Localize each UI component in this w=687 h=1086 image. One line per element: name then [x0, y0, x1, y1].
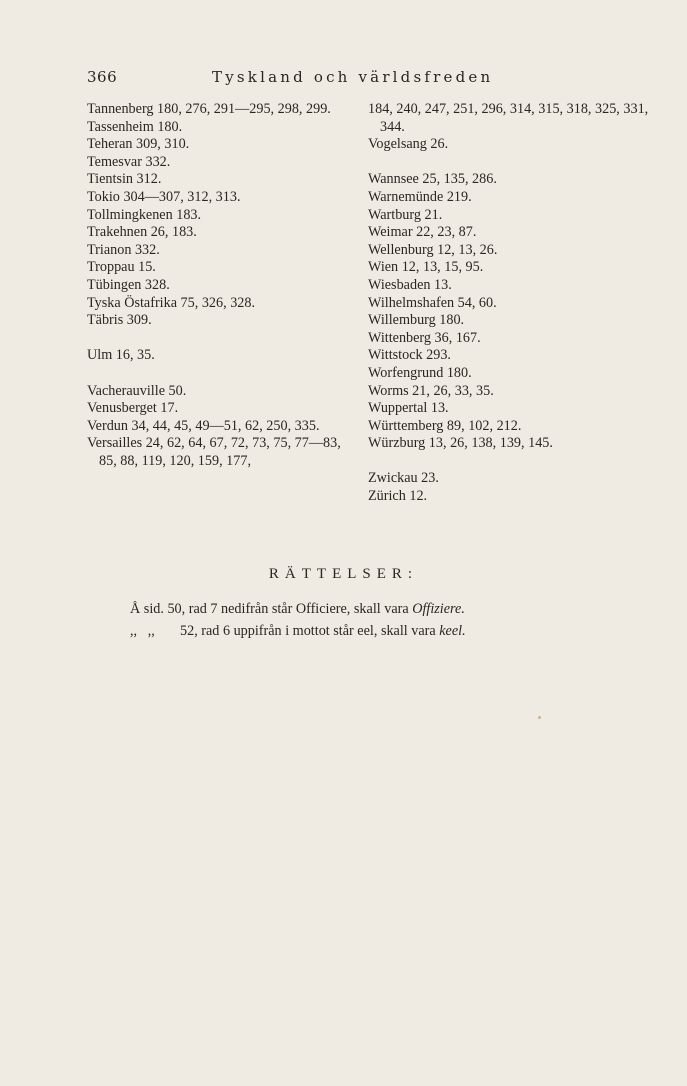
errata-heading: RÄTTELSER: — [268, 566, 419, 582]
index-entry: Verdun 34, 44, 45, 49—51, 62, 250, 335. — [87, 417, 320, 434]
index-entry: Zwickau 23. — [368, 470, 439, 487]
index-entry: Wilhelmshafen 54, 60. — [368, 294, 497, 311]
index-entry: Würzburg 13, 26, 138, 139, 145. — [368, 435, 553, 452]
index-entry: Tokio 304—307, 312, 313. — [87, 188, 241, 205]
entry-gap — [87, 330, 357, 348]
index-entry: Wien 12, 13, 15, 95. — [368, 259, 484, 276]
index-entry: Vacherauville 50. — [87, 382, 187, 399]
index-entry: Württemberg 89, 102, 212. — [368, 417, 522, 434]
errata-list — [130, 598, 466, 642]
index-entry: Zürich 12. — [368, 488, 428, 505]
index-entry: Wittstock 293. — [368, 347, 451, 364]
index-entry: Tyska Östafrika 75, 326, 328. — [87, 294, 256, 311]
index-entry: Willemburg 180. — [368, 312, 465, 329]
index-column-left — [87, 101, 357, 470]
index-entry: Wuppertal 13. — [368, 400, 449, 417]
index-entry: Weimar 22, 23, 87. — [368, 224, 477, 241]
index-entry: Wellenburg 12, 13, 26. — [368, 241, 498, 258]
index-entry: Warnemünde 219. — [368, 188, 472, 205]
index-entry: Worms 21, 26, 33, 35. — [368, 382, 494, 399]
index-entry: Venusberget 17. — [87, 400, 179, 417]
entry-gap — [87, 365, 357, 383]
index-entry: Tassenheim 180. — [87, 118, 183, 135]
index-entry: Wannsee 25, 135, 286. — [368, 171, 497, 188]
index-entry: 184, 240, 247, 251, 296, 314, 315, 318, 325, 331, 344. — [368, 101, 652, 135]
errata-line-2-ditto: ,, ,, — [130, 623, 155, 639]
index-column-right — [368, 101, 668, 506]
errata-line-2-text: 52, rad 6 uppifrån i mottot står eel, skall vara — [180, 623, 440, 639]
errata-line-2-correction: keel. — [439, 623, 466, 639]
index-entry: Versailles 24, 62, 64, 67, 72, 73, 75, 77—83, 85, 88, 119, 120, 159, 177, — [87, 435, 345, 469]
index-entry: Wiesbaden 13. — [368, 276, 452, 293]
errata-line-1 — [130, 598, 466, 620]
errata-line-1-correction: Offiziere. — [412, 601, 465, 617]
index-entry: Trakehnen 26, 183. — [87, 224, 197, 241]
index-entry: Vogelsang 26. — [368, 136, 449, 153]
index-entry: Tollmingkenen 183. — [87, 206, 202, 223]
index-entry: Troppau 15. — [87, 259, 156, 276]
page-number: 366 — [87, 68, 118, 86]
paper-stain — [538, 716, 541, 719]
index-entry: Tientsin 312. — [87, 171, 162, 188]
index-entry: Täbris 309. — [87, 312, 152, 329]
running-title: Tyskland och världsfreden — [212, 68, 494, 86]
index-entry: Worfengrund 180. — [368, 364, 472, 381]
index-entry: Wartburg 21. — [368, 206, 443, 223]
errata-line-1-text: Å sid. 50, rad 7 nedifrån står Officiere, skall vara — [130, 601, 413, 617]
index-entry: Wittenberg 36, 167. — [368, 329, 481, 346]
index-entry: Teheran 309, 310. — [87, 136, 190, 153]
entry-gap — [368, 154, 668, 172]
index-entry: Tannenberg 180, 276, 291—295, 298, 299. — [87, 101, 331, 117]
index-entry: Ulm 16, 35. — [87, 347, 155, 364]
entry-gap — [368, 453, 668, 471]
index-entry: Temesvar 332. — [87, 153, 171, 170]
index-entry: Tübingen 328. — [87, 276, 170, 293]
errata-line-2 — [130, 620, 466, 642]
index-entry: Trianon 332. — [87, 241, 160, 258]
